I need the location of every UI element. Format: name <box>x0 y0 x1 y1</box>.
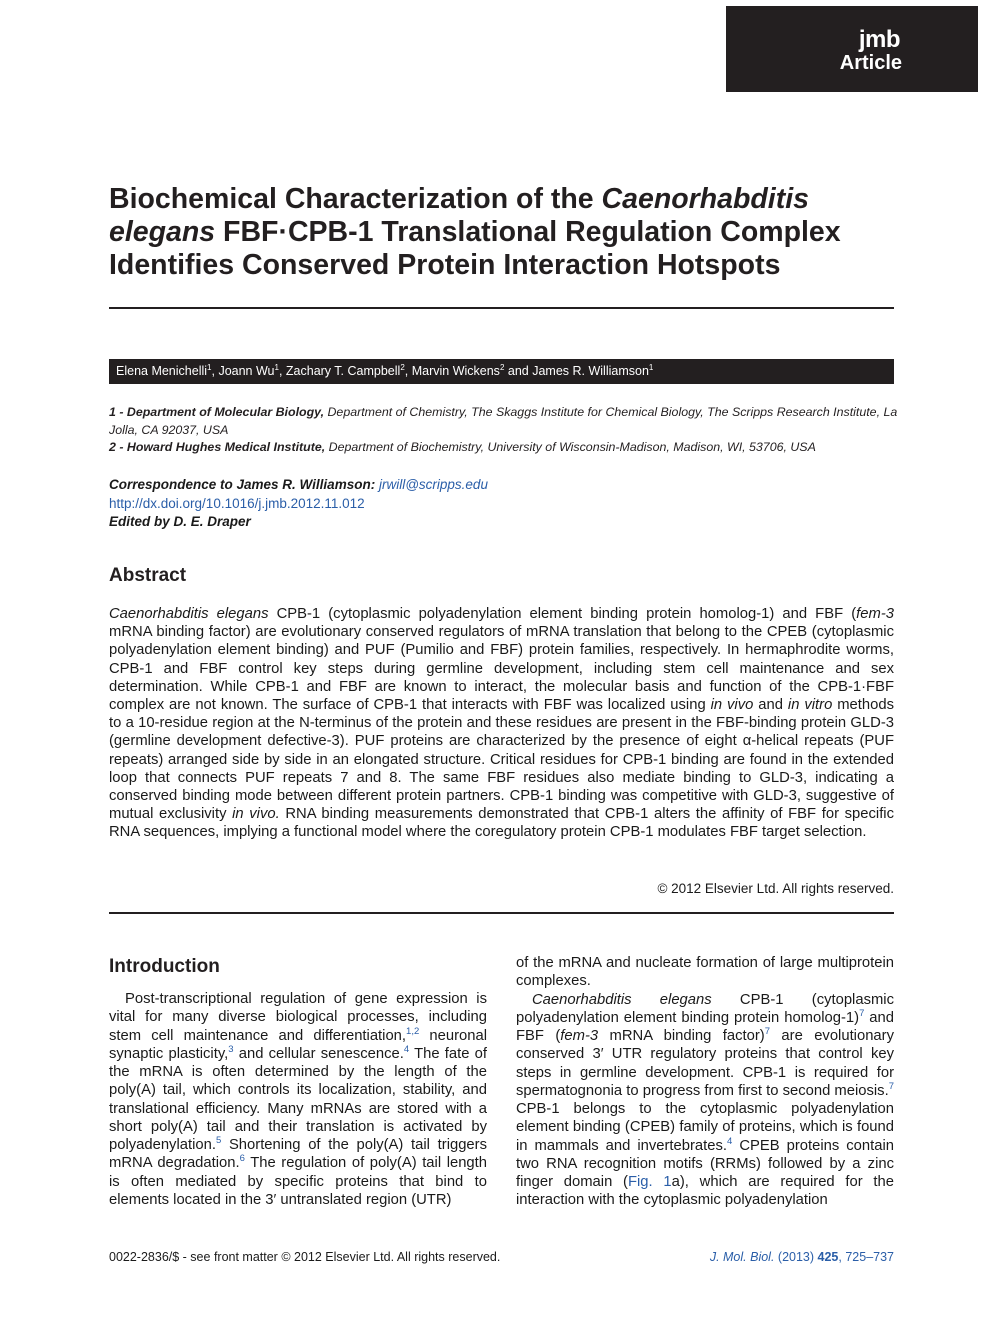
author-name: Zachary T. Campbell <box>285 364 401 378</box>
footer-year: (2013) <box>774 1250 818 1264</box>
author-affiliation-mark: 2 <box>499 362 505 372</box>
text-span: and cellular senescence. <box>233 1045 404 1062</box>
abstract-italic: in vivo <box>710 697 754 714</box>
author-affiliation-mark: 1 <box>207 362 212 372</box>
email-link[interactable]: jrwill@scripps.edu <box>378 477 488 492</box>
introduction-heading: Introduction <box>109 956 220 977</box>
affiliation-address: Department of Chemistry, The Skaggs Institute for Chemical Biology, The Scripps Research Institute, La Jolla, CA 92037, USA <box>109 405 898 437</box>
footer-citation <box>710 1249 894 1265</box>
text-span: and FBF ( <box>516 1009 894 1044</box>
text-span: mRNA binding factor) <box>598 1028 765 1044</box>
footer-journal: J. Mol. Biol. <box>709 1250 775 1264</box>
abstract-italic: in vivo. <box>232 806 280 823</box>
abstract-italic: fem-3 <box>856 606 894 622</box>
author-affiliation-mark: 1 <box>648 362 654 372</box>
figure-link[interactable]: Fig. 1 <box>627 1174 672 1190</box>
title-italic-species: Caenorhabditis elegans <box>109 183 809 248</box>
citation-ref[interactable]: 4 <box>727 1135 733 1147</box>
journal-logo <box>726 6 978 92</box>
author-affiliation-mark: 2 <box>400 362 405 372</box>
text-span: The fate of the mRNA is often determined by the length of the poly(A) tail, which controls its localization, stability, and translational efficiency. Many mRNAs are stored with a short poly(A) tail and their translation is activated by polyadenylation. <box>109 1045 487 1153</box>
abstract-text <box>109 605 894 842</box>
abstract-heading: Abstract <box>109 565 187 586</box>
text-span: Post-transcriptional regulation of gene expression is vital for many diverse biological processes, including stem cell maintenance and differentiation, <box>109 991 487 1044</box>
logo-article: Article <box>839 52 902 74</box>
abstract-rule <box>109 912 894 914</box>
author-bar <box>109 359 894 384</box>
author-affiliation-mark: 1 <box>274 362 279 372</box>
author-sep: , <box>211 364 219 378</box>
text-italic: Caenorhabditis elegans <box>532 991 712 1008</box>
affiliation-dept: 2 - Howard Hughes Medical Institute, <box>109 440 326 454</box>
title-part2: FBF·CPB-1 Translational Regulation Complex Identifies Conserved Protein Interaction Hotspots <box>109 216 841 281</box>
citation-ref[interactable]: 3 <box>228 1043 234 1055</box>
text-italic: fem-3 <box>560 1028 599 1044</box>
intro-paragraph-continued: of the mRNA and nucleate formation of large multiprotein complexes. <box>516 955 894 990</box>
citation-ref[interactable]: 7 <box>859 1007 865 1019</box>
title-rule <box>109 307 894 309</box>
citation-ref[interactable]: 1,2 <box>406 1025 420 1037</box>
citation-ref[interactable]: 7 <box>764 1026 771 1038</box>
doi-link[interactable]: http://dx.doi.org/10.1016/j.jmb.2012.11.012 <box>109 495 365 511</box>
text-span: CPB-1 belongs to the cytoplasmic polyadenylation element binding (CPEB) family of proteins, which is found in mammals and invertebrates. <box>516 1101 894 1154</box>
edited-by: Edited by D. E. Draper <box>109 514 251 529</box>
citation-ref[interactable]: 5 <box>215 1135 222 1147</box>
affiliation-address: Department of Biochemistry, University of Wisconsin-Madison, Madison, WI, 53706, USA <box>325 440 816 454</box>
affiliation-2 <box>109 439 899 457</box>
author-sep: , <box>278 364 286 378</box>
footer-pages: , 725–737 <box>838 1250 894 1264</box>
abstract-italic: in vitro <box>787 697 833 714</box>
correspondence-label: Correspondence to James R. Williamson: <box>109 477 376 492</box>
author-sep: , <box>404 364 412 378</box>
intro-paragraph <box>516 991 894 1210</box>
correspondence-block <box>109 476 899 532</box>
citation-ref[interactable]: 6 <box>239 1153 245 1165</box>
text-span: neuronal synaptic plasticity, <box>109 1027 488 1062</box>
text-span: CPEB proteins contain two RNA recognition motifs (RRMs) followed by a zinc finger domain ( <box>516 1137 894 1190</box>
abstract-span: mRNA binding factor) are evolutionary conserved regulators of mRNA translation that belong to the CPEB (cytoplasmic polyadenylation element binding) and PUF (Pumilio and FBF) protein families, respectively. In hermaphrodite worms, CPB-1 and FBF control key steps during germline development, including stem cell maintenance and sex determination. While CPB-1 and FBF are known to interact, the molecular basis and function of the CPB-1·FBF complex are not known. The surface of CPB-1 that interacts with FBF was localized using <box>109 624 894 714</box>
abstract-span: methods to a 10-residue region at the N-terminus of the protein and these residues are present in the FBF-binding protein GLD-3 (germline development defective-3). PUF proteins are characterized by the presence of eight α-helical repeats (PUF repeats) arranged side by side in an elongated structure. Critical residues for CPB-1 binding are found in the extended loop that connects PUF repeats 7 and 8. The same FBF residues also mediate binding to GLD-3, indicating a conserved binding mode between different protein partners. CPB-1 binding was competitive with GLD-3, suggestive of mutual exclusivity <box>109 697 894 823</box>
citation-ref[interactable]: 7 <box>888 1080 894 1092</box>
affiliation-dept: 1 - Department of Molecular Biology, <box>109 405 325 419</box>
text-span: are evolutionary conserved 3′ UTR regulatory proteins that control key steps in germline development. CPB-1 is required for spermatognonia to progress from first to second meiosis. <box>516 1028 894 1099</box>
text-span: CPB-1 (cytoplasmic polyadenylation element binding protein homolog-1) <box>516 991 894 1026</box>
citation-ref[interactable]: 4 <box>403 1043 410 1055</box>
abstract-span: CPB-1 (cytoplasmic polyadenylation element binding protein homolog-1) and FBF ( <box>268 606 857 622</box>
abstract-italic: Caenorhabditis elegans <box>109 606 269 622</box>
affiliation-1 <box>109 404 899 439</box>
text-span: Shortening of the poly(A) tail triggers mRNA degradation. <box>109 1137 487 1172</box>
logo-jmb: jmb <box>858 26 900 53</box>
intro-paragraph <box>109 990 487 1209</box>
author-name: Joann Wu <box>218 364 275 378</box>
abstract-span: and <box>753 697 788 714</box>
text-span: The regulation of poly(A) tail length is often mediated by specific proteins that bind to elements located in the 3′ untranslated region (UTR) <box>109 1155 488 1208</box>
text-span: a), which are required for the interaction with the cytoplasmic polyadenylation <box>516 1174 895 1209</box>
intro-left-column <box>109 990 487 1209</box>
author-name: Marvin Wickens <box>411 364 500 378</box>
copyright-notice: © 2012 Elsevier Ltd. All rights reserved. <box>657 881 894 896</box>
author-name: Elena Menichelli <box>116 364 208 378</box>
footer-front-matter: 0022-2836/$ - see front matter © 2012 Elsevier Ltd. All rights reserved. <box>109 1250 501 1264</box>
footer-volume: 425 <box>817 1250 839 1264</box>
author-sep: and <box>504 364 533 378</box>
intro-right-column <box>516 954 894 1210</box>
abstract-span: RNA binding measurements demonstrated that CPB-1 alters the affinity of FBF for specific RNA sequences, implying a functional model where the coregulatory protein CPB-1 modulates FBF target selection. <box>109 806 894 841</box>
author-name: James R. Williamson <box>532 364 649 378</box>
article-title <box>109 183 899 282</box>
title-part1: Biochemical Characterization of the <box>109 183 602 215</box>
